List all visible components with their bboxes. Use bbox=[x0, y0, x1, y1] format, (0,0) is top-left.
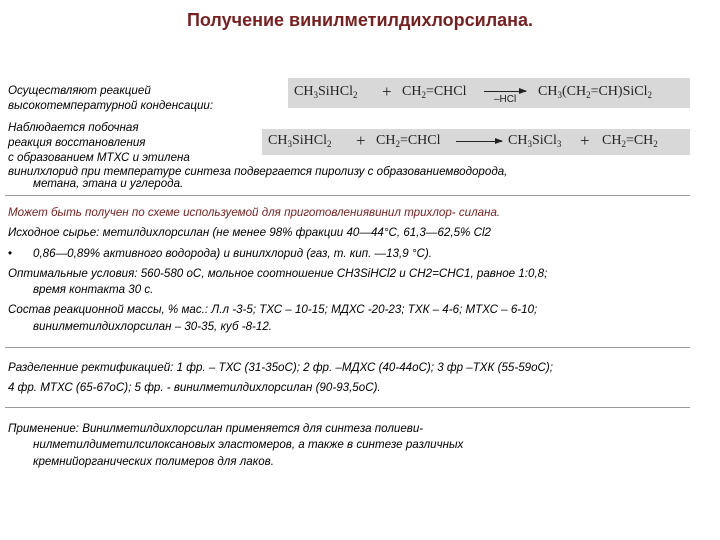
reaction-2-product-1: $CH_3SiCl_3$ bbox=[508, 133, 562, 149]
reaction-1-box bbox=[288, 78, 690, 108]
section2-line-3: 0,86—0,89% активного водорода) и винилхлорид (газ, т. кип. —13,9 °С). bbox=[33, 247, 432, 260]
reaction-2-plus-2: + bbox=[580, 131, 590, 150]
reaction-1-arrow bbox=[484, 91, 526, 92]
divider-2 bbox=[5, 347, 690, 348]
intro-line-2: высокотемпературной конденсации: bbox=[8, 99, 214, 112]
reaction-1-plus: + bbox=[382, 82, 392, 101]
reaction-2-arrow bbox=[456, 141, 502, 142]
section4-line-2: нилметилдиметилсилоксановых эластомеров, а также в синтезе различных bbox=[33, 438, 464, 451]
reaction-2-reactant-2: $CH_2=CHCl$ bbox=[376, 133, 441, 149]
intro-line-5: с образованием МТХС и этилена bbox=[8, 151, 190, 164]
section4-line-1: Применение: Винилметилдихлорсилан применяется для синтеза полиеви- bbox=[8, 422, 424, 435]
section3-line-1: Разделенние ректификацией: 1 фр. – ТХС (31-35оС); 2 фр. –МДХС (40-44оС); 3 фр –ТХК (55-59оС); bbox=[8, 361, 553, 374]
section3-line-2: 4 фр. МТХС (65-67оС); 5 фр. - винилметилдихлорсилан (90-93,5оС). bbox=[8, 381, 381, 394]
reaction-1-byproduct: –HCl bbox=[494, 94, 517, 105]
reaction-2-product-2: $CH_2=CH_2$ bbox=[602, 133, 658, 149]
section4-line-3: кремнийорганических полимеров для лаков. bbox=[33, 455, 274, 468]
reaction-1-product: $CH_3(CH_2=CH)SiCl_2$ bbox=[538, 84, 652, 100]
section2-line-4: Оптимальные условия: 560-580 оС, мольное соотношение СН3SiНCl2 и CH2=CHC1, равное 1:0,8; bbox=[8, 267, 548, 280]
page-title: Получение винилметилдихлорсилана. bbox=[186, 10, 534, 30]
section2-line-6: Состав реакционной массы, % мас.: Л.л -3-5; ТХС – 10-15; МДХС -20-23; ТХК – 4-6; МТХС – 6-10; bbox=[8, 303, 538, 316]
section2-line-7: винилметилдихлорсилан – 30-35, куб -8-12. bbox=[33, 320, 273, 333]
reaction-1-reactant-2: $CH_2=CHCl$ bbox=[402, 84, 467, 100]
reaction-2-box bbox=[262, 129, 690, 155]
bullet-icon: • bbox=[8, 247, 13, 260]
intro-line-4: реакция восстановления bbox=[8, 136, 146, 149]
reaction-2-reactant-1: $CH_3SiHCl_2$ bbox=[268, 133, 332, 149]
section2-line-1: Может быть получен по схеме используемой для приготовлениявинил трихлор- силана. bbox=[8, 206, 501, 219]
intro-line-6: винилхлорид при температуре синтеза подвергается пиролизу с образованиемводорода, bbox=[8, 165, 508, 178]
intro-line-3: Наблюдается побочная bbox=[8, 121, 139, 134]
reaction-2-plus-1: + bbox=[356, 131, 366, 150]
section2-line-2: Исходное сырье: метилдихлорсилан (не менее 98% фракции 40—44°С, 61,3—62,5% Cl2 bbox=[8, 226, 491, 239]
divider-1 bbox=[5, 195, 690, 196]
reaction-1-reactant-1: $CH_3SiHCl_2$ bbox=[294, 84, 358, 100]
divider-3 bbox=[5, 407, 690, 408]
section2-line-5: время контакта 30 с. bbox=[33, 283, 154, 296]
intro-line-1: Осуществляют реакцией bbox=[8, 84, 151, 97]
intro-line-7: метана, этана и углерода. bbox=[33, 177, 184, 190]
